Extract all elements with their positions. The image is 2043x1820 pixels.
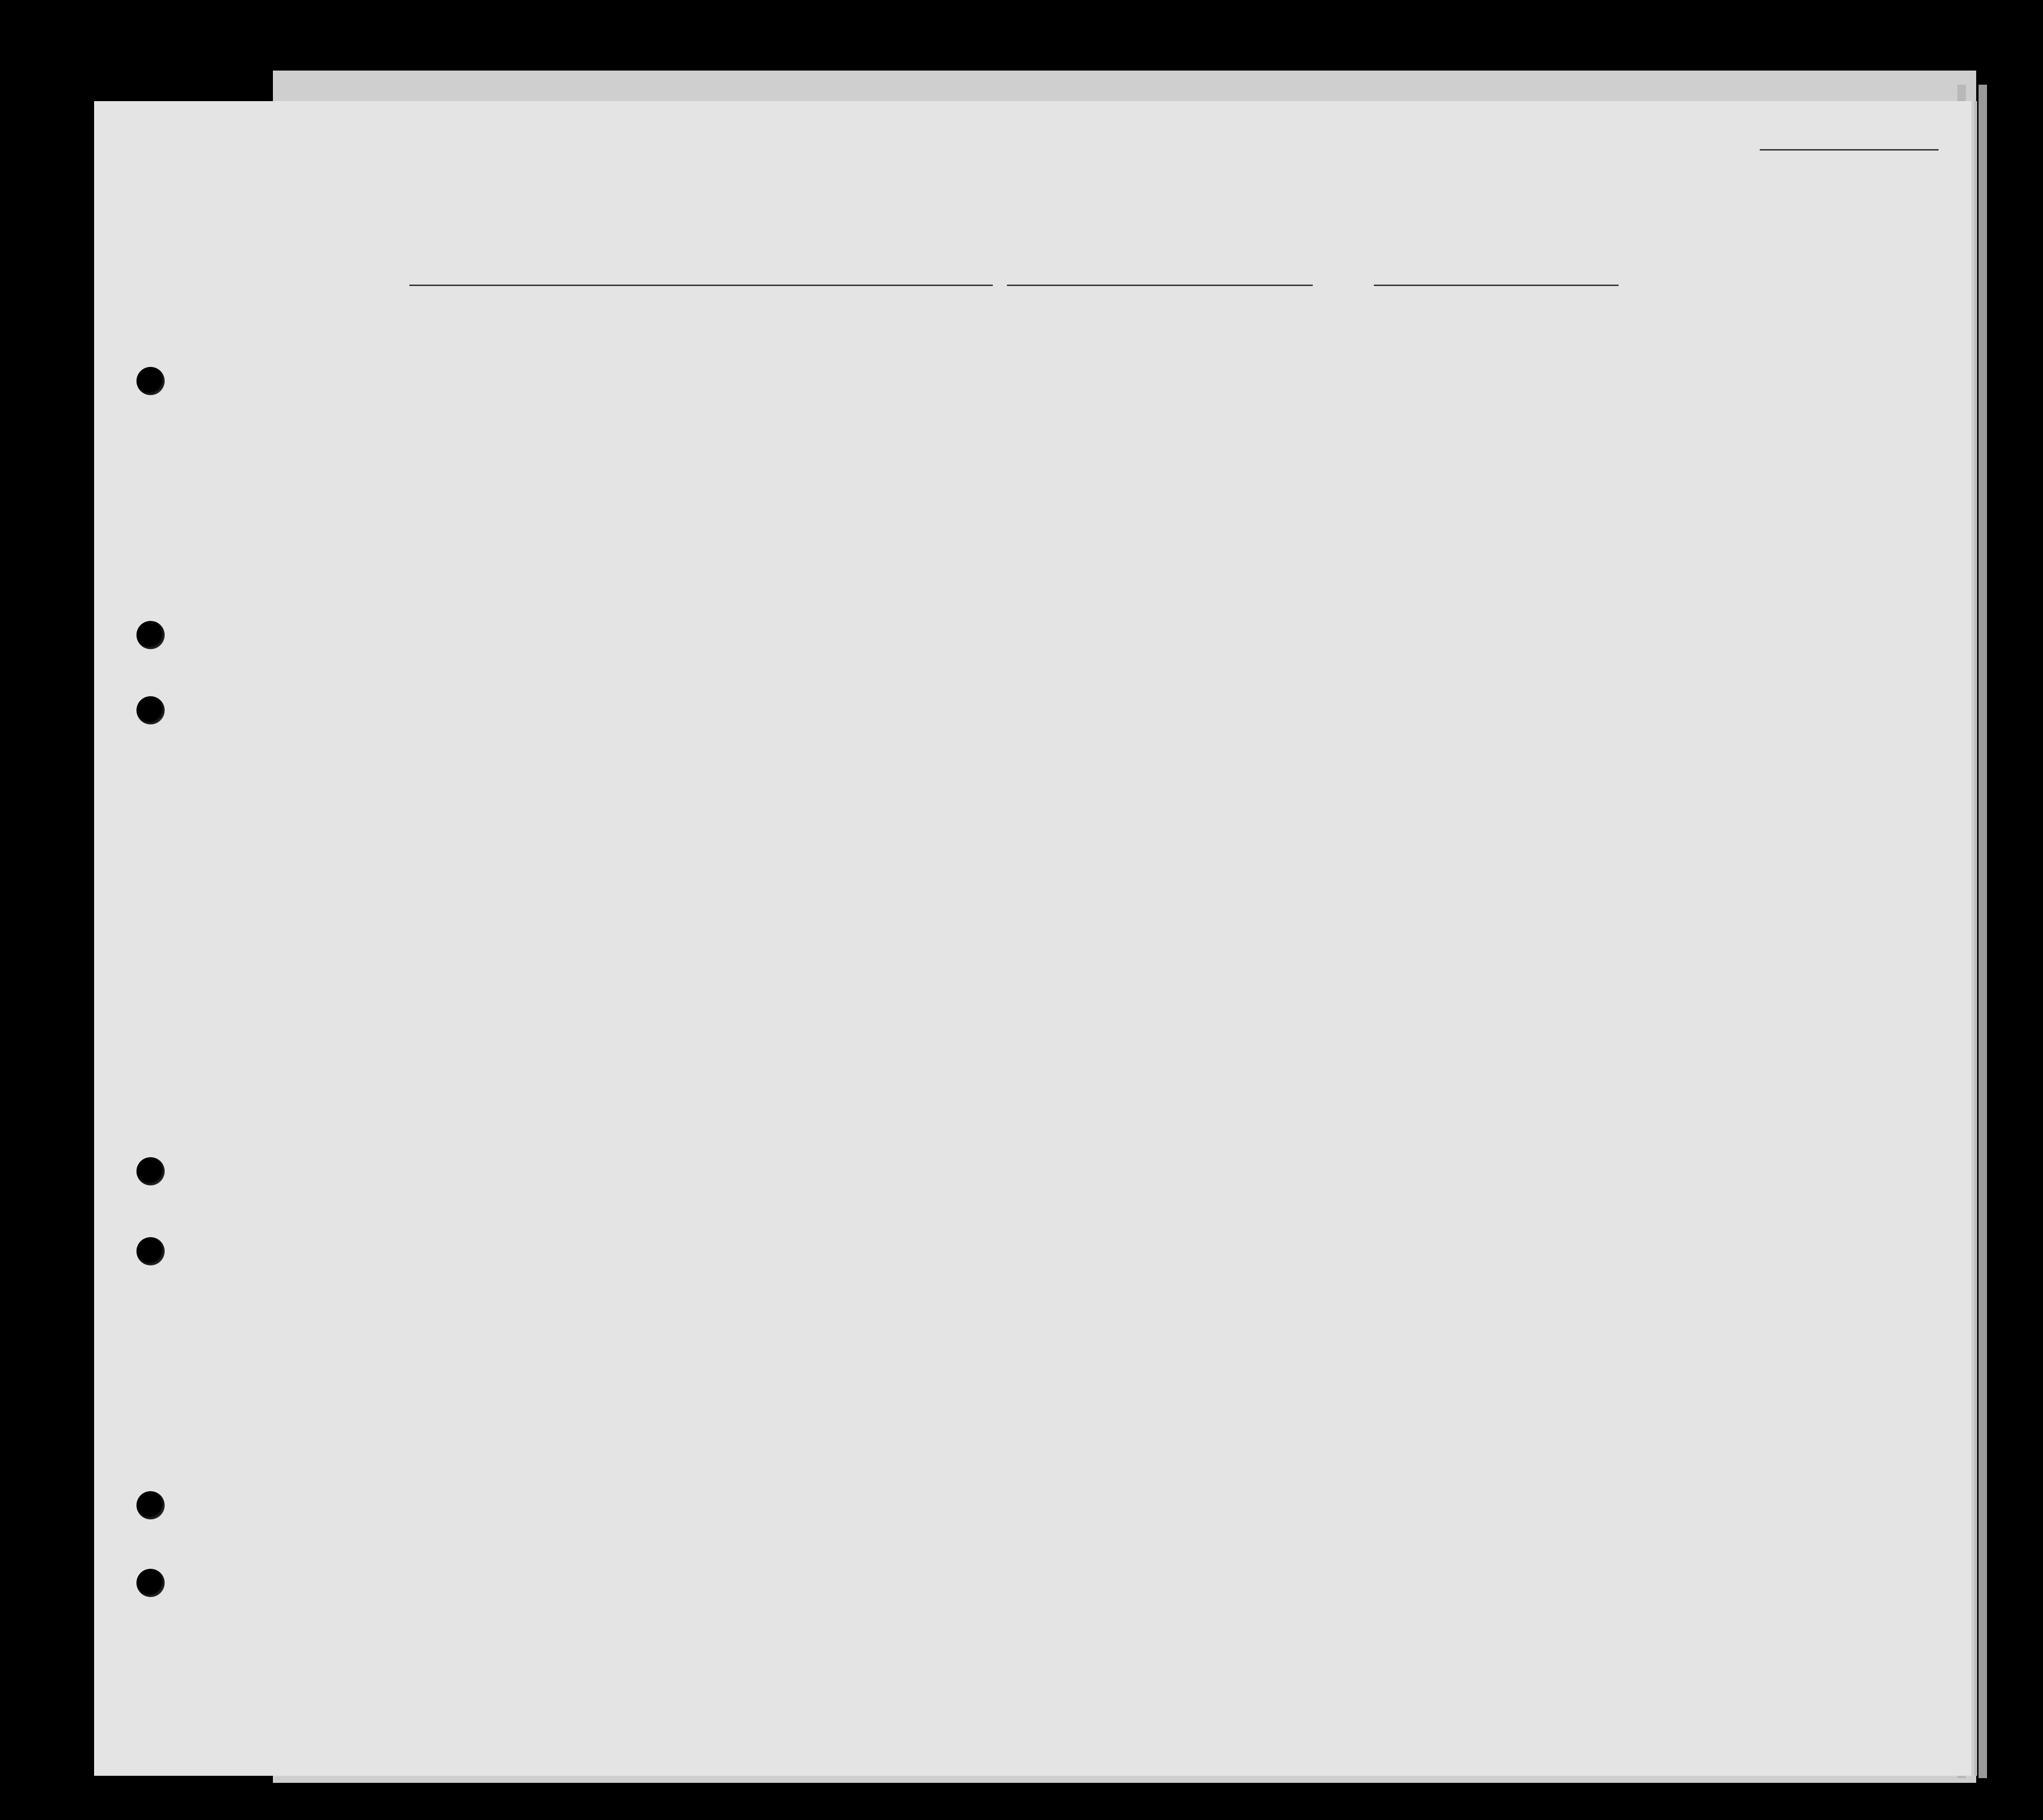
punch-hole bbox=[136, 1491, 165, 1519]
punch-hole bbox=[136, 696, 165, 724]
punch-hole bbox=[136, 621, 165, 649]
punch-hole bbox=[136, 1157, 165, 1185]
punch-hole bbox=[136, 1569, 165, 1597]
punch-hole bbox=[136, 367, 165, 395]
punch-hole bbox=[136, 1237, 165, 1265]
